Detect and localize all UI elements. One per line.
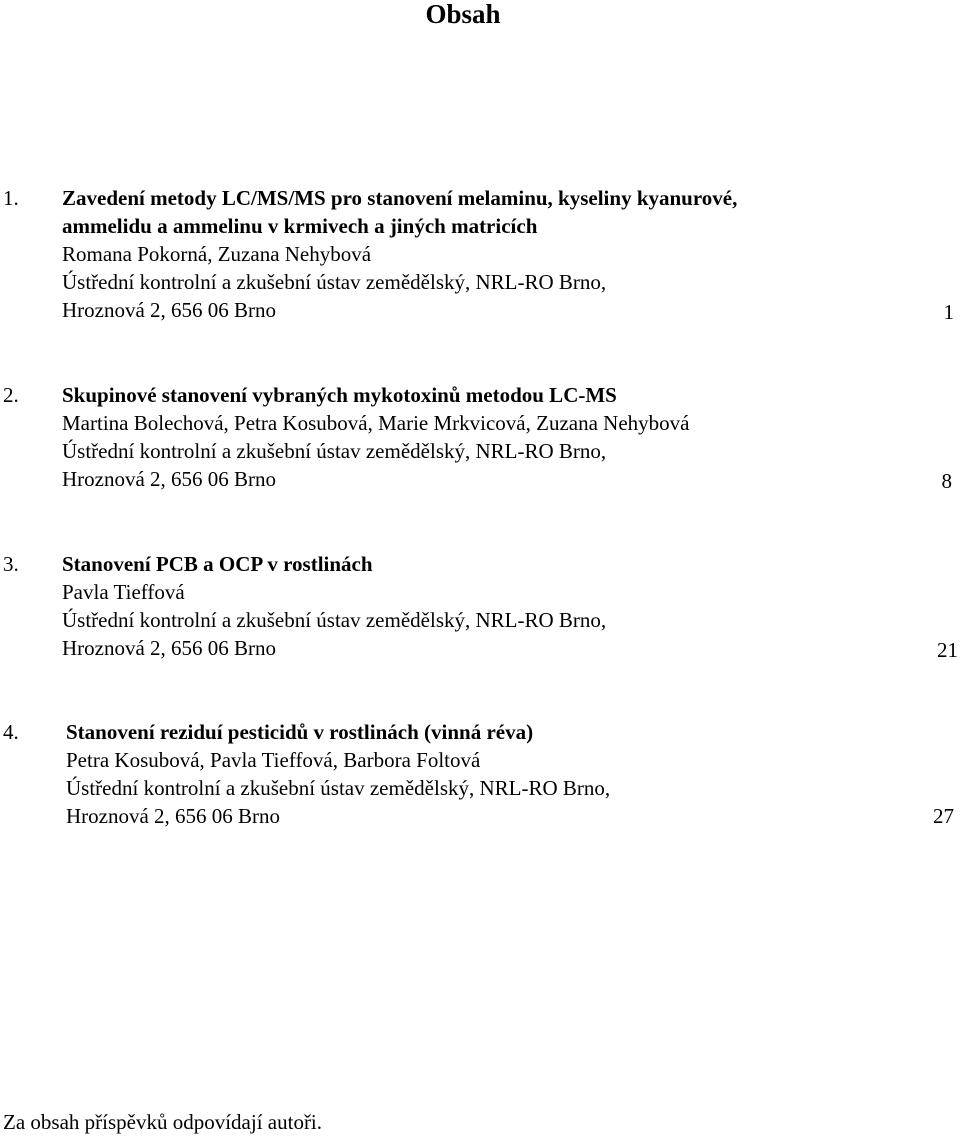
entry-number: 2. <box>3 383 19 407</box>
entry-authors: Romana Pokorná, Zuzana Nehybová <box>62 242 372 266</box>
entry-title-line: ammelidu a ammelinu v krmivech a jiných matricích <box>62 214 538 238</box>
entry-authors: Petra Kosubová, Pavla Tieffová, Barbora Foltová <box>66 748 481 772</box>
entry-address: Hroznová 2, 656 06 Brno <box>62 298 277 322</box>
entry-title-line: Zavedení metody LC/MS/MS pro stanovení melaminu, kyseliny kyanurové, <box>62 186 738 210</box>
entry-title-line: Stanovení PCB a OCP v rostlinách <box>62 552 373 576</box>
entry-institution: Ústřední kontrolní a zkušební ústav zemědělský, NRL-RO Brno, <box>62 270 607 294</box>
entry-institution: Ústřední kontrolní a zkušební ústav zemědělský, NRL-RO Brno, <box>62 439 607 463</box>
entry-address: Hroznová 2, 656 06 Brno <box>62 636 277 660</box>
entry-title-line: Skupinové stanovení vybraných mykotoxinů metodou LC-MS <box>62 383 617 407</box>
page-title: Obsah <box>425 0 501 29</box>
entry-number: 3. <box>3 552 19 576</box>
entry-authors: Pavla Tieffová <box>62 580 185 604</box>
entry-institution: Ústřední kontrolní a zkušební ústav zemědělský, NRL-RO Brno, <box>66 776 611 800</box>
entry-title-line: Stanovení reziduí pesticidů v rostlinách (vinná réva) <box>66 720 534 744</box>
entry-number: 1. <box>3 186 19 210</box>
footer-note: Za obsah příspěvků odpovídají autoři. <box>3 1110 323 1134</box>
entry-institution: Ústřední kontrolní a zkušební ústav zemědělský, NRL-RO Brno, <box>62 608 607 632</box>
entry-address: Hroznová 2, 656 06 Brno <box>66 804 281 828</box>
entry-page-number: 8 <box>941 469 952 493</box>
entry-page-number: 1 <box>943 300 954 324</box>
entry-authors: Martina Bolechová, Petra Kosubová, Marie Mrkvicová, Zuzana Nehybová <box>62 411 690 435</box>
entry-number: 4. <box>3 720 19 744</box>
entry-page-number: 27 <box>933 804 954 828</box>
entry-address: Hroznová 2, 656 06 Brno <box>62 467 277 491</box>
entry-page-number: 21 <box>937 638 958 662</box>
